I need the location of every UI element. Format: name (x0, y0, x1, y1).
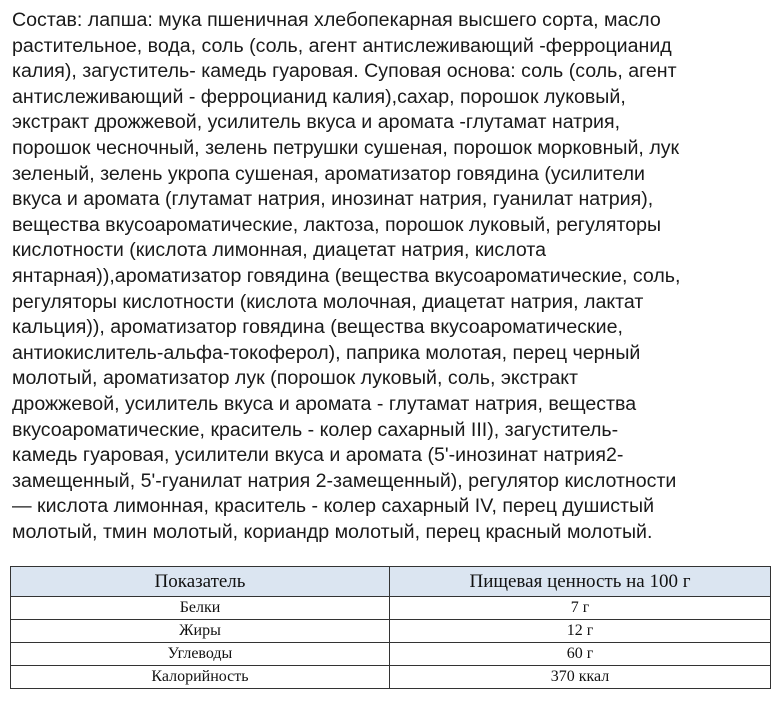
composition-line: зеленый, зелень укропа сушеная, ароматизатор говядина (усилители (12, 162, 645, 185)
table-row (11, 620, 771, 643)
row-value: 370 ккал (390, 666, 771, 689)
composition-line: янтарная)),ароматизатор говядина (вещества вкусоароматические, соль, (12, 264, 681, 287)
nutrition-table-header-row (11, 567, 771, 597)
composition-text (12, 8, 776, 545)
composition-line: антиокислитель-альфа-токоферол), паприка молотая, перец черный (12, 341, 641, 364)
row-value: 7 г (390, 597, 771, 620)
table-row (11, 643, 771, 666)
row-indicator: Жиры (11, 620, 390, 643)
table-row (11, 597, 771, 620)
composition-line: Состав: лапша: мука пшеничная хлебопекарная высшего сорта, масло (12, 9, 661, 31)
composition-line: кальция)), ароматизатор говядина (вещества вкусоароматические, (12, 316, 623, 339)
nutrition-table (10, 566, 771, 689)
composition-line: камедь гуаровая, усилители вкуса и аромата (5'-инозинат натрия2- (12, 444, 624, 467)
row-indicator: Калорийность (11, 666, 390, 689)
composition-line: молотый, ароматизатор лук (порошок луковый, соль, экстракт (12, 367, 579, 390)
row-value: 12 г (390, 620, 771, 643)
composition-line: молотый, тмин молотый, кориандр молотый, перец красный молотый. (12, 520, 653, 543)
table-row (11, 666, 771, 689)
row-value: 60 г (390, 643, 771, 666)
composition-line: замещенный, 5'-гуанилат натрия 2-замещенный), регулятор кислотности (12, 469, 677, 492)
composition-line: вкуса и аромата (глутамат натрия, инозинат натрия, гуанилат натрия), (12, 188, 654, 211)
composition-line: регуляторы кислотности (кислота молочная, диацетат натрия, лактат (12, 290, 644, 313)
header-value: Пищевая ценность на 100 г (390, 567, 771, 597)
composition-line: экстракт дрожжевой, усилитель вкуса и аромата -глутамат натрия, (12, 111, 621, 134)
composition-line: — кислота лимонная, краситель - колер сахарный IV, перец душистый (12, 495, 655, 518)
composition-line: калия), загуститель- камедь гуаровая. Суповая основа: соль (соль, агент (12, 60, 677, 83)
composition-line: кислотности (кислота лимонная, диацетат натрия, кислота (12, 239, 546, 262)
header-indicator: Показатель (11, 567, 390, 597)
composition-line: антислеживающий - ферроцианид калия),сахар, порошок луковый, (12, 85, 626, 108)
row-indicator: Углеводы (11, 643, 390, 666)
composition-line: дрожжевой, усилитель вкуса и аромата - глутамат натрия, вещества (12, 392, 637, 415)
composition-line: порошок чесночный, зелень петрушки сушеная, порошок морковный, лук (12, 136, 680, 159)
composition-line: растительное, вода, соль (соль, агент антислеживающий -ферроцианид (12, 34, 672, 57)
composition-line: вкусоароматические, краситель - колер сахарный III), загуститель- (12, 418, 619, 441)
row-indicator: Белки (11, 597, 390, 620)
composition-line: вещества вкусоароматические, лактоза, порошок луковый, регуляторы (12, 213, 662, 236)
